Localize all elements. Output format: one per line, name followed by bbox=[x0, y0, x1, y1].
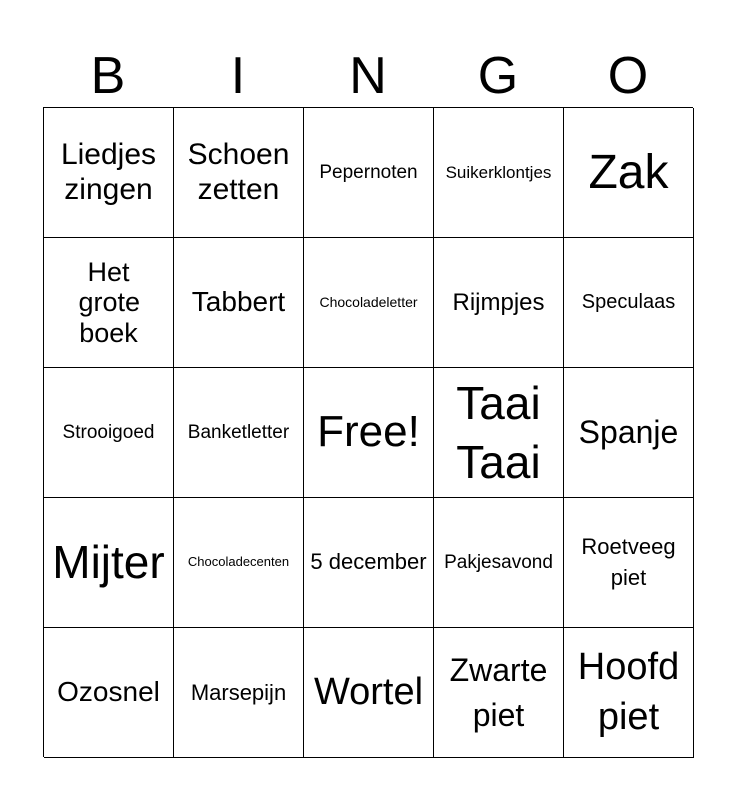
cell-label: Het grote boek bbox=[78, 257, 141, 348]
cell-label: Marsepijn bbox=[190, 679, 287, 705]
cell-label: Ozosnel bbox=[57, 676, 160, 708]
bingo-cell-r1c2[interactable] bbox=[174, 108, 304, 238]
bingo-cell-r5c2[interactable] bbox=[174, 628, 304, 758]
bingo-cell-r2c3[interactable] bbox=[304, 238, 434, 368]
cell-label: Pakjesavond bbox=[444, 551, 553, 573]
bingo-cell-r2c5[interactable] bbox=[564, 238, 694, 368]
bingo-cell-r1c3[interactable] bbox=[304, 108, 434, 238]
bingo-cell-r3c2[interactable] bbox=[174, 368, 304, 498]
bingo-cell-r2c1[interactable] bbox=[44, 238, 174, 368]
bingo-cell-r2c2[interactable] bbox=[174, 238, 304, 368]
cell-label: Pepernoten bbox=[319, 161, 418, 183]
cell-label: Speculaas bbox=[581, 291, 676, 313]
header-letter-o: O bbox=[607, 47, 649, 105]
cell-label: Rijmpjes bbox=[452, 288, 545, 316]
bingo-header bbox=[43, 44, 693, 108]
bingo-cell-r1c5[interactable] bbox=[564, 108, 694, 238]
cell-label: Wortel bbox=[313, 671, 424, 714]
bingo-cell-r5c5[interactable] bbox=[564, 628, 694, 758]
cell-label: Schoen zetten bbox=[187, 138, 290, 206]
bingo-cell-r5c1[interactable] bbox=[44, 628, 174, 758]
bingo-cell-r4c1[interactable] bbox=[44, 498, 174, 628]
cell-label: Taai Taai bbox=[456, 377, 541, 488]
bingo-cell-r3c3[interactable] bbox=[304, 368, 434, 498]
cell-label: Banketletter bbox=[187, 421, 290, 443]
bingo-cell-r2c4[interactable] bbox=[434, 238, 564, 368]
cell-label: Spanje bbox=[578, 414, 679, 451]
bingo-cell-r3c1[interactable] bbox=[44, 368, 174, 498]
bingo-board bbox=[43, 107, 693, 757]
cell-label: Roetveeg piet bbox=[581, 534, 676, 590]
header-letter-g: G bbox=[477, 47, 519, 105]
bingo-cell-r4c5[interactable] bbox=[564, 498, 694, 628]
bingo-cell-r5c4[interactable] bbox=[434, 628, 564, 758]
header-letter-n: N bbox=[349, 47, 387, 105]
cell-label: Liedjes zingen bbox=[60, 138, 157, 206]
bingo-cell-r4c4[interactable] bbox=[434, 498, 564, 628]
header-letter-b: B bbox=[90, 47, 126, 105]
bingo-cell-r4c2[interactable] bbox=[174, 498, 304, 628]
bingo-cell-r3c4[interactable] bbox=[434, 368, 564, 498]
bingo-cell-r3c5[interactable] bbox=[564, 368, 694, 498]
cell-label: Hoofd piet bbox=[577, 646, 680, 738]
cell-label: Zak bbox=[588, 145, 669, 199]
bingo-cell-r1c4[interactable] bbox=[434, 108, 564, 238]
cell-label: Zwarte piet bbox=[449, 652, 548, 733]
bingo-cell-r4c3[interactable] bbox=[304, 498, 434, 628]
cell-label: 5 december bbox=[310, 549, 427, 575]
cell-label: Suikerklontjes bbox=[445, 162, 552, 182]
cell-label: Strooigoed bbox=[62, 421, 155, 443]
bingo-cell-r5c3[interactable] bbox=[304, 628, 434, 758]
cell-label: Chocoladecenten bbox=[187, 554, 290, 570]
cell-label: Free! bbox=[317, 407, 420, 457]
header-letter-i: I bbox=[230, 47, 246, 105]
cell-label: Chocoladeletter bbox=[319, 294, 418, 311]
bingo-cell-r1c1[interactable] bbox=[44, 108, 174, 238]
cell-label: Mijter bbox=[52, 536, 165, 589]
cell-label: Tabbert bbox=[191, 286, 286, 318]
